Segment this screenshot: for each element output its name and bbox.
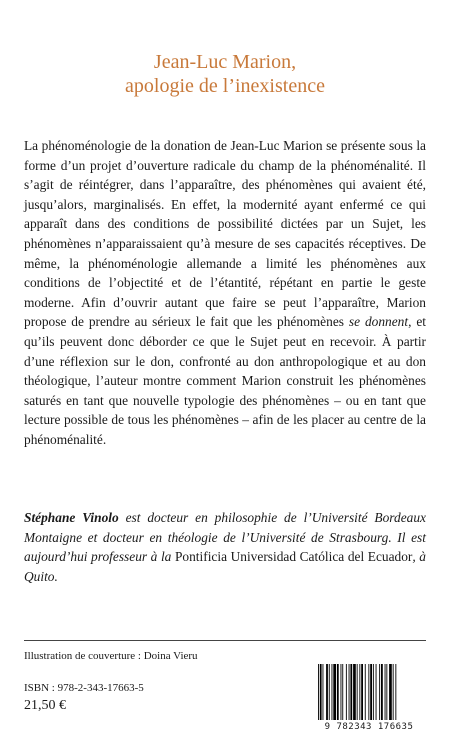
barcode-digits: 9 782343 176635	[324, 722, 414, 732]
barcode-bar	[337, 664, 339, 720]
barcode-bar	[320, 664, 322, 720]
bio-text-2: , à Quito.	[24, 549, 426, 584]
abstract-paragraph	[24, 136, 426, 450]
barcode-bar	[349, 664, 350, 720]
barcode-bar	[353, 664, 356, 720]
title-line-2: apologie de l’inexistence	[125, 75, 325, 97]
author-name: Stéphane Vinolo	[24, 510, 119, 525]
barcode-bar	[381, 664, 383, 720]
barcode-bar	[361, 664, 363, 720]
isbn-barcode	[312, 664, 426, 736]
barcode-bars	[312, 664, 426, 722]
bio-institution: Pontificia Universidad Católica del Ecuador	[174, 549, 413, 565]
barcode-bar	[346, 664, 347, 720]
barcode-bar	[368, 664, 369, 720]
barcode-bar	[326, 664, 328, 720]
barcode-bar	[393, 664, 394, 720]
barcode-bar	[395, 664, 396, 720]
barcode-bar	[365, 664, 366, 720]
barcode-bar	[379, 664, 380, 720]
book-title	[0, 50, 450, 98]
price: 21,50 €	[24, 698, 66, 713]
barcode-bar	[357, 664, 358, 720]
barcode-bar	[376, 664, 377, 720]
barcode-bar	[389, 664, 392, 720]
barcode-bar	[350, 664, 352, 720]
barcode-bar	[332, 664, 333, 720]
barcode-bar	[318, 664, 319, 720]
divider-line	[24, 640, 426, 641]
bio-text-1: est docteur en philosophie de l’Université Bordeaux Montaigne et docteur en théologie de l’Université de Strasbourg. Il est aujourd’hui professeur à la	[24, 510, 426, 565]
abstract-text-2: , et qu’ils peuvent donc déborder ce que le Sujet peut en recevoir. À partir d’une réflexion sur le don, confronté au don anthropologique et au don théologique, l’auteur montre comment Marion construit les phénomènes saturés en tant que nouvelle typologie des phénomènes – ou en tant que lecture possible de tous les phénomènes – afin de les placer au centre de la phénoménalité.	[24, 314, 427, 447]
author-bio	[24, 508, 426, 586]
barcode-bar	[323, 664, 324, 720]
barcode-bar	[342, 664, 343, 720]
abstract-emphasis: se donnent	[348, 314, 409, 330]
title-line-1: Jean-Luc Marion,	[153, 51, 297, 73]
isbn: ISBN : 978-2-343-17663-5	[24, 682, 144, 694]
barcode-bar	[373, 664, 374, 720]
barcode-bar	[329, 664, 330, 720]
cover-credit: Illustration de couverture : Doina Vieru	[24, 650, 198, 662]
barcode-bar	[341, 664, 342, 720]
barcode-bar	[385, 664, 386, 720]
abstract-text-1: La phénoménologie de la donation de Jean-Luc Marion se présente sous la forme d’un projet d’ouverture radicale du champ de la phénoménalité. Il s’agit de réintégrer, dans l’apparaître, des phénomènes qui avaient été, jusqu’alors, marginalisés. En effet, la modernité ayant enfermé ce qui apparaît dans des conditions de possibilité dictées par un Sujet, les phénomènes n’apparaissaient qu’à mesure de ses capacités réceptives. De même, la phénoménologie allemande a limité les phénomènes aux conditions de l’objectité et de l’étantité, répétant en partie le geste moderne. Afin d’ouvrir autant que faire se peut l’apparaître, Marion propose de prendre au sérieux le fait que les phénomènes	[24, 138, 426, 330]
barcode-bar	[386, 664, 387, 720]
barcode-bar	[333, 664, 336, 720]
barcode-bar	[359, 664, 360, 720]
barcode-bar	[370, 664, 372, 720]
